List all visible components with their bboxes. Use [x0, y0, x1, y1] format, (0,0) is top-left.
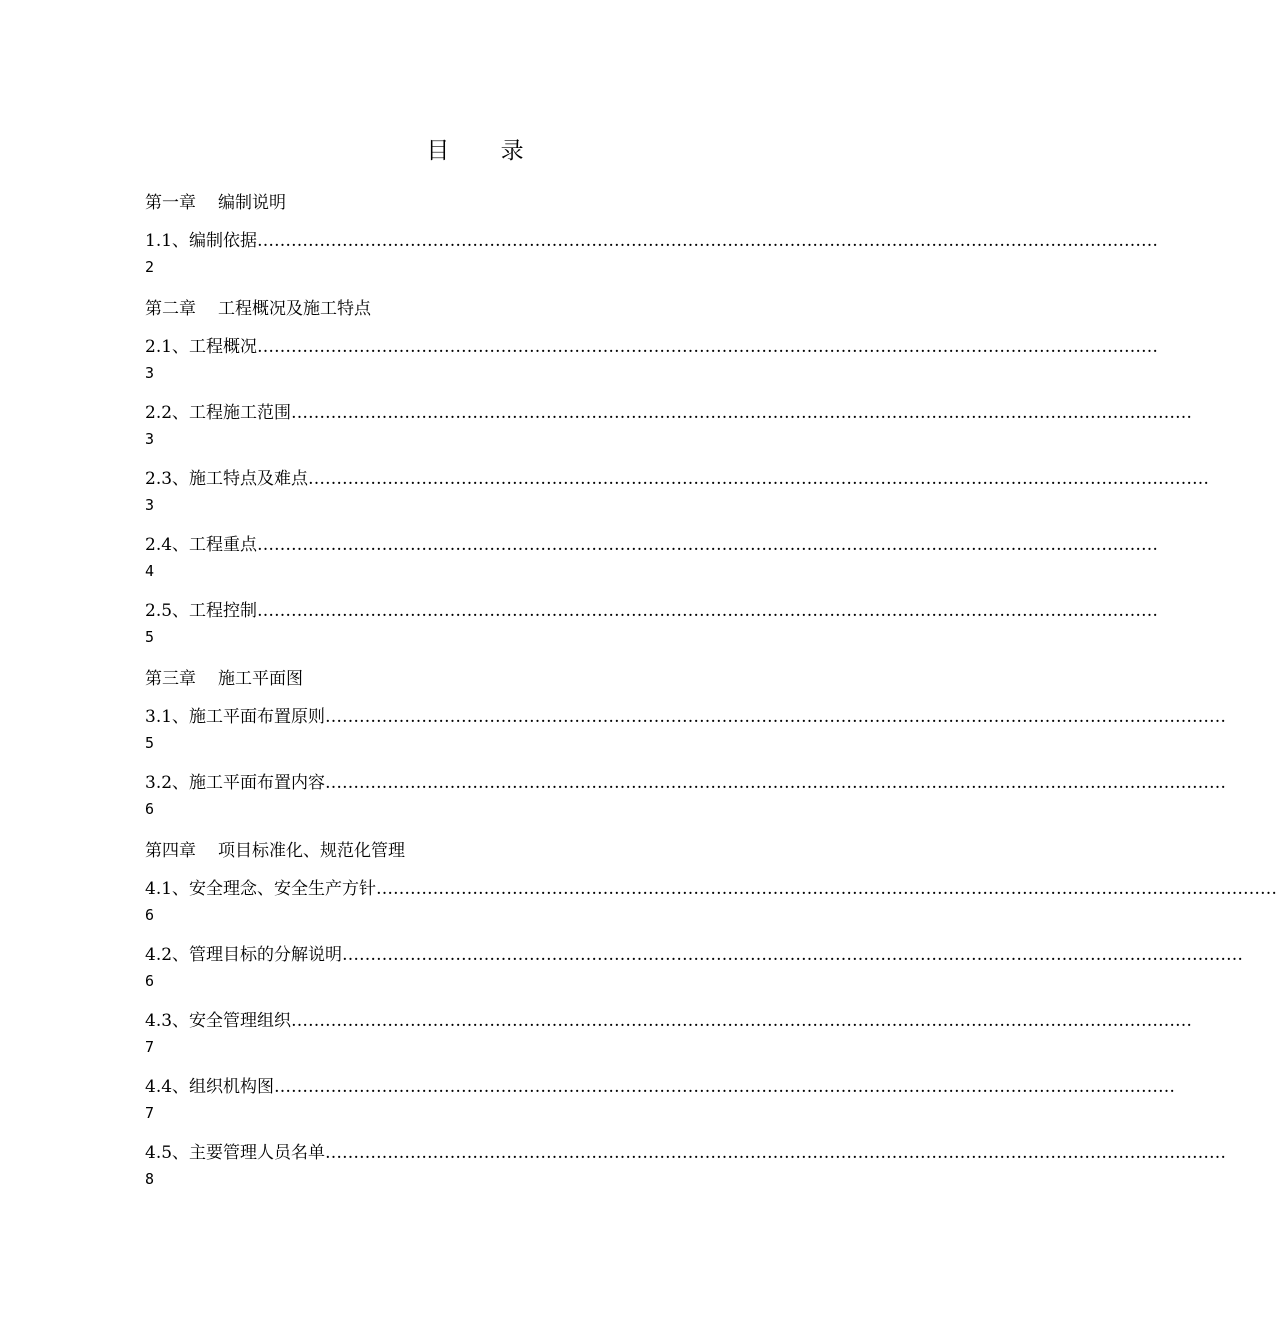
chapter-number: 第二章	[145, 299, 196, 319]
entry-title: 2.3、施工特点及难点	[145, 469, 309, 489]
entry-title: 4.4、组织机构图	[145, 1077, 275, 1097]
toc-chapter	[145, 664, 847, 694]
chapter-title: 编制说明	[218, 193, 286, 213]
chapter-number: 第四章	[145, 841, 196, 861]
entry-title: 4.2、管理目标的分解说明	[145, 945, 343, 965]
dot-leader: ……………………………………………………………………………………………………………………………………………	[342, 945, 1244, 965]
dot-leader: ……………………………………………………………………………………………………………………………………………	[257, 337, 1159, 357]
chapter-title: 工程概况及施工特点	[218, 299, 371, 319]
entry-page-number: 2	[145, 258, 155, 276]
dot-leader: ……………………………………………………………………………………………………………………………………………	[291, 403, 1193, 423]
entry-page-number: 5	[145, 628, 155, 646]
dot-leader: ……………………………………………………………………………………………………………………………………………	[274, 1077, 1176, 1097]
entry-title: 4.1、安全理念、安全生产方针	[145, 879, 377, 899]
entry-page-number: 7	[145, 1104, 155, 1122]
entry-title: 4.3、安全管理组织	[145, 1011, 292, 1031]
chapter-number: 第一章	[145, 193, 196, 213]
entry-title: 1.1、编制依据	[145, 231, 258, 251]
dot-leader: ……………………………………………………………………………………………………………………………………………	[257, 231, 1159, 251]
dot-leader: ……………………………………………………………………………………………………………………………………………	[325, 773, 1227, 793]
entry-page-number: 3	[145, 496, 155, 514]
dot-leader: ……………………………………………………………………………………………………………………………………………	[376, 879, 1277, 899]
entry-page-number: 3	[145, 430, 155, 448]
toc-entry[interactable]	[145, 704, 1227, 756]
dot-leader: ……………………………………………………………………………………………………………………………………………	[257, 601, 1159, 621]
entry-page-number: 6	[145, 906, 155, 924]
toc-entry[interactable]	[145, 1008, 1193, 1060]
toc-entry[interactable]	[145, 942, 1244, 994]
toc-entry[interactable]	[145, 1074, 1176, 1126]
entry-title: 3.2、施工平面布置内容	[145, 773, 326, 793]
entry-page-number: 8	[145, 1170, 155, 1188]
entry-page-number: 7	[145, 1038, 155, 1056]
entry-page-number: 5	[145, 734, 155, 752]
entry-title: 2.4、工程重点	[145, 535, 258, 555]
toc-chapter	[145, 188, 847, 218]
toc-entry[interactable]	[145, 876, 1277, 928]
toc-chapter	[145, 294, 847, 324]
toc-entry[interactable]	[145, 334, 1159, 386]
entry-page-number: 4	[145, 562, 155, 580]
entry-title: 2.1、工程概况	[145, 337, 258, 357]
toc-entry[interactable]	[145, 466, 1210, 518]
toc-title: 目 录	[426, 138, 546, 164]
entry-page-number: 6	[145, 800, 155, 818]
entry-title: 2.5、工程控制	[145, 601, 258, 621]
dot-leader: ……………………………………………………………………………………………………………………………………………	[325, 1143, 1227, 1163]
toc-chapter	[145, 836, 847, 866]
chapter-number: 第三章	[145, 669, 196, 689]
toc-entry[interactable]	[145, 770, 1227, 822]
toc-entry[interactable]	[145, 400, 1193, 452]
entry-title: 2.2、工程施工范围	[145, 403, 292, 423]
chapter-title: 施工平面图	[218, 669, 303, 689]
dot-leader: ……………………………………………………………………………………………………………………………………………	[257, 535, 1159, 555]
entry-title: 4.5、主要管理人员名单	[145, 1143, 326, 1163]
toc-entry[interactable]	[145, 1140, 1227, 1192]
toc-list	[145, 188, 1277, 1206]
dot-leader: ……………………………………………………………………………………………………………………………………………	[291, 1011, 1193, 1031]
toc-entry[interactable]	[145, 598, 1159, 650]
entry-title: 3.1、施工平面布置原则	[145, 707, 326, 727]
entry-page-number: 3	[145, 364, 155, 382]
chapter-title: 项目标准化、规范化管理	[218, 841, 405, 861]
entry-page-number: 6	[145, 972, 155, 990]
toc-entry[interactable]	[145, 228, 1159, 280]
dot-leader: ……………………………………………………………………………………………………………………………………………	[308, 469, 1210, 489]
toc-entry[interactable]	[145, 532, 1159, 584]
dot-leader: ……………………………………………………………………………………………………………………………………………	[325, 707, 1227, 727]
